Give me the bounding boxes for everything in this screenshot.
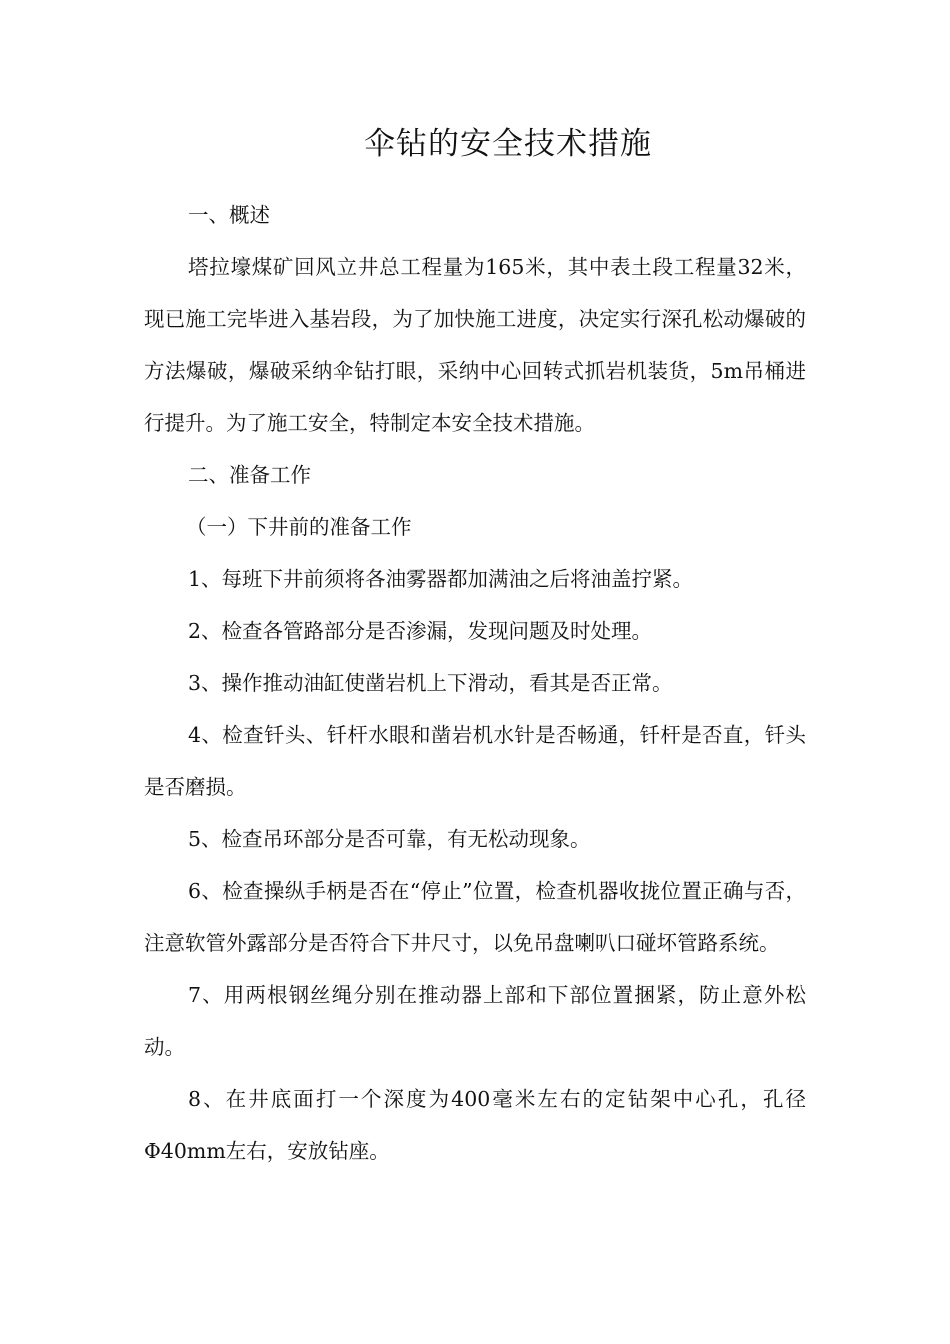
overview-paragraph: 塔拉壕煤矿回风立井总工程量为165米，其中表土段工程量32米，现已施工完毕进入基岩段，为了加快施工进度，决定实行深孔松动爆破的方法爆破，爆破采纳伞钻打眼，采纳中心回转式抓岩机装货，5m吊桶进行提升。为了施工安全，特制定本安全技术措施。 [144,255,806,435]
list-item-5: 5、检查吊环部分是否可靠，有无松动现象。 [188,827,591,851]
section-heading-preparation: 二、准备工作 [188,463,311,487]
list-item-2: 2、检查各管路部分是否渗漏，发现问题及时处理。 [188,619,653,643]
list-item-7: 7、用两根钢丝绳分别在推动器上部和下部位置捆紧，防止意外松动。 [144,983,806,1059]
subsection-heading-pre-shaft: （一）下井前的准备工作 [186,515,412,539]
list-item-3: 3、操作推动油缸使凿岩机上下滑动，看其是否正常。 [188,671,673,695]
document-title: 伞钻的安全技术措施 [364,126,652,162]
list-item-4: 4、检查钎头、钎杆水眼和凿岩机水针是否畅通，钎杆是否直，钎头是否磨损。 [144,723,806,799]
list-item-6: 6、检查操纵手柄是否在“停止”位置，检查机器收拢位置正确与否，注意软管外露部分是否符合下井尺寸，以免吊盘喇叭口碰坏管路系统。 [144,879,806,955]
list-item-1: 1、每班下井前须将各油雾器都加满油之后将油盖拧紧。 [188,567,694,591]
list-item-8: 8、在井底面打一个深度为400毫米左右的定钻架中心孔，孔径Φ40mm左右，安放钻座。 [144,1087,806,1163]
section-heading-overview: 一、概述 [188,203,270,227]
document-body [144,189,806,1177]
